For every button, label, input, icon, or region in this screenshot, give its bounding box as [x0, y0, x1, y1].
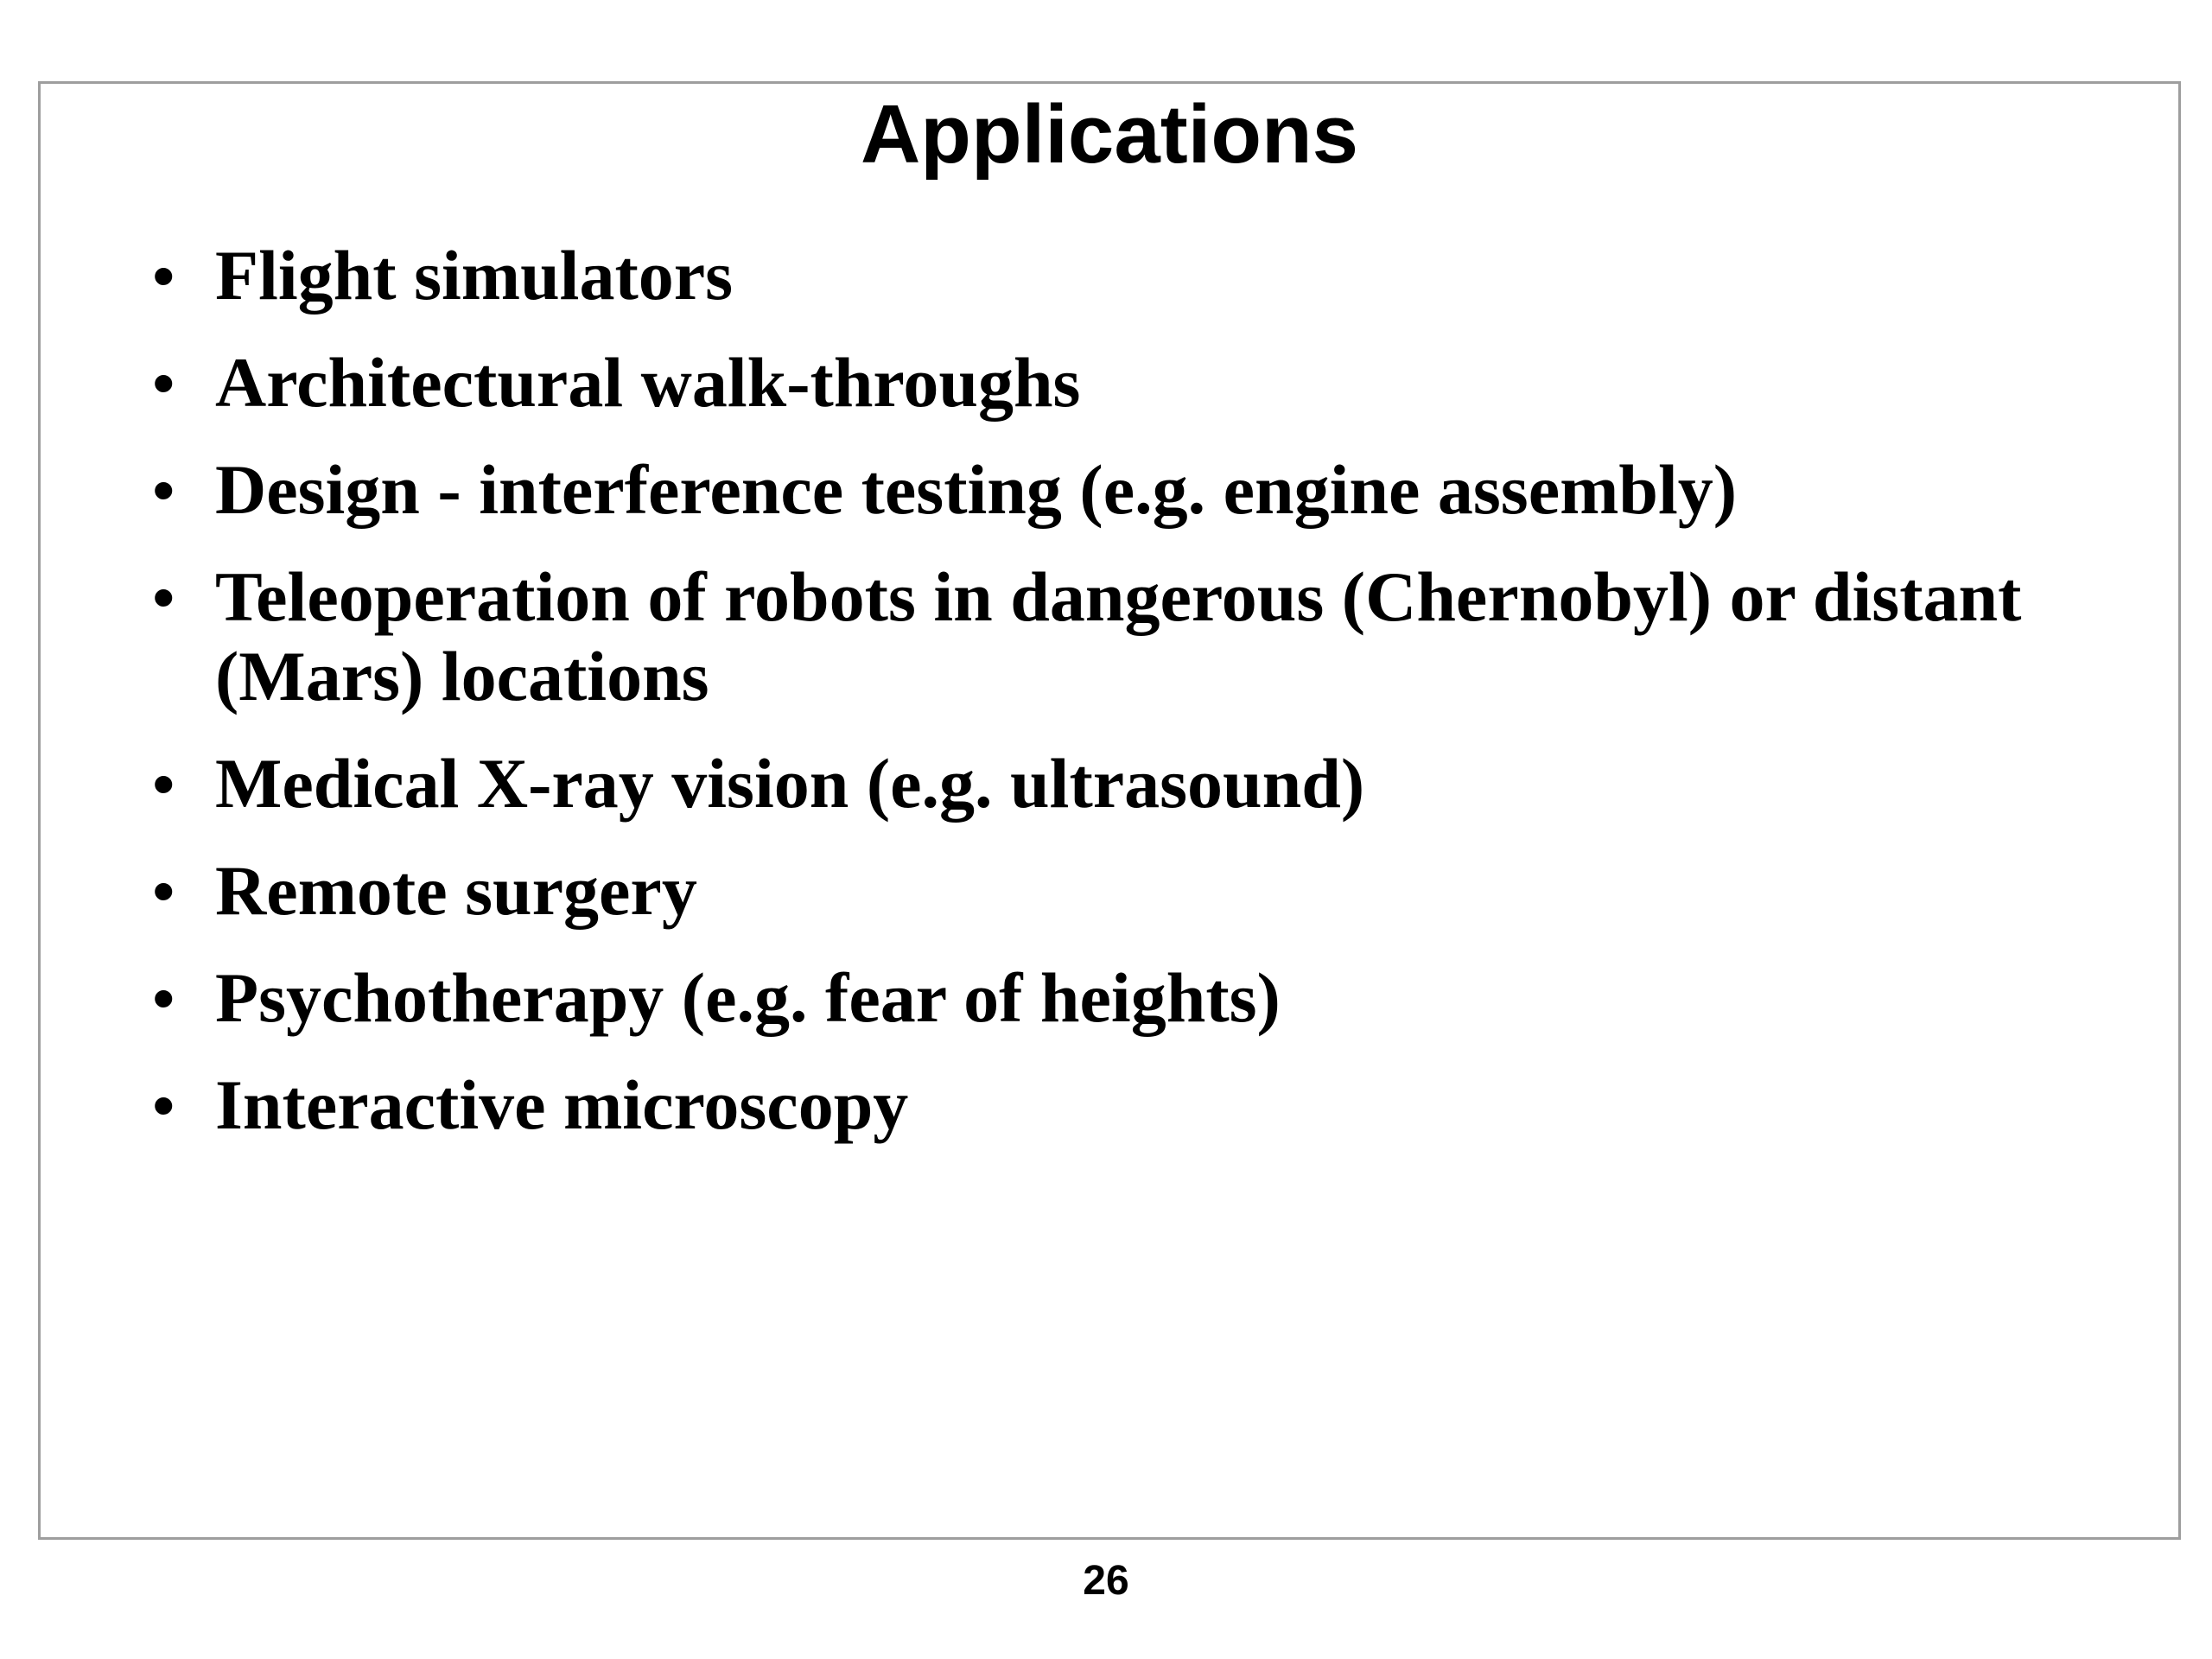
- slide-title: Applications: [860, 88, 1359, 181]
- bullet-text: Interactive microscopy: [215, 1065, 909, 1144]
- bullet-text: Medical X-ray vision (e.g. ultrasound): [215, 744, 1365, 823]
- bullet-item-teleoperation-of-robots: [153, 557, 2097, 716]
- bullet-icon: •: [153, 242, 175, 309]
- bullet-item-architectural-walk-throughs: [153, 343, 2097, 423]
- bullet-text: Teleoperation of robots in dangerous (Chernobyl) or distant (Mars) locations: [215, 557, 2022, 715]
- bullet-item-remote-surgery: [153, 851, 2097, 931]
- bullet-icon: •: [153, 750, 175, 817]
- bullet-icon: •: [153, 563, 175, 631]
- bullet-text: Flight simulators: [215, 236, 734, 315]
- bullet-icon: •: [153, 349, 175, 416]
- bullet-icon: •: [153, 1071, 175, 1139]
- bullet-text: Psychotherapy (e.g. fear of heights): [215, 958, 1281, 1037]
- bullet-item-interactive-microscopy: [153, 1065, 2097, 1145]
- slide-frame: [38, 81, 2181, 1540]
- bullet-text: Design - interference testing (e.g. engine assembly): [215, 450, 1738, 529]
- bullet-icon: •: [153, 857, 175, 925]
- bullet-list: [153, 236, 2097, 1173]
- bullet-text: Architectural walk-throughs: [215, 343, 1081, 422]
- bullet-item-design-interference-testing: [153, 450, 2097, 530]
- bullet-icon: •: [153, 456, 175, 524]
- bullet-text: Remote surgery: [215, 851, 697, 930]
- bullet-item-psychotherapy: [153, 958, 2097, 1038]
- bullet-item-flight-simulators: [153, 236, 2097, 315]
- bullet-icon: •: [153, 964, 175, 1032]
- bullet-item-medical-x-ray-vision: [153, 744, 2097, 823]
- page-number: 26: [1083, 1558, 1129, 1604]
